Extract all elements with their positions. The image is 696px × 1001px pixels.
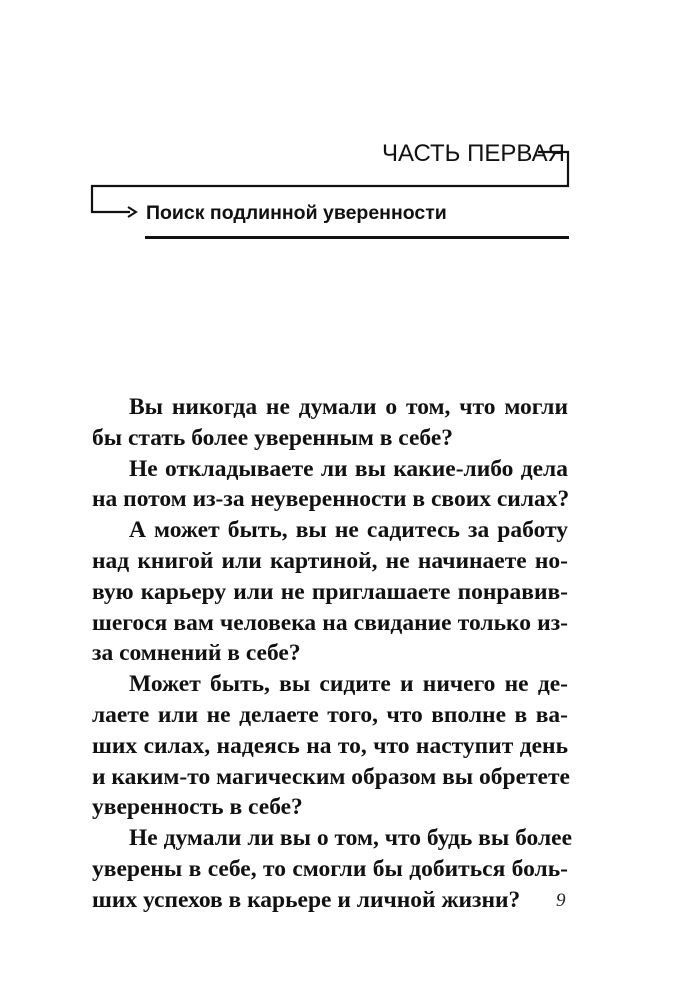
text-line: на потом из-за неуверенности в своих силах?	[92, 486, 570, 513]
text-line: за сомнений в себе?	[92, 640, 301, 667]
text-line: Не думали ли вы о том, что будь вы более	[129, 825, 573, 852]
body-text	[92, 392, 573, 916]
text-line: лаете или не делаете того, что вполне в ва-	[92, 701, 568, 728]
page-number: 9	[556, 890, 566, 911]
text-line: вую карьеру или не приглашаете понравив-	[92, 578, 568, 605]
chapter-title-underline	[145, 236, 569, 239]
text-line: уверенность в себе?	[92, 794, 303, 821]
part-title: ЧАСТЬ ПЕРВАЯ	[382, 140, 565, 167]
text-line: над книгой или картиной, не начинаете но-	[92, 547, 568, 574]
text-line: бы стать более уверенным в себе?	[92, 424, 454, 451]
chapter-title: Поиск подлинной уверенности	[146, 202, 447, 224]
text-line: Не откладываете ли вы какие-либо дела	[129, 455, 568, 482]
text-line: Может быть, вы сидите и ничего не де-	[129, 671, 568, 698]
text-line: ших успехов в карьере и личной жизни?	[92, 886, 521, 913]
text-line: Вы никогда не думали о том, что могли	[129, 394, 568, 420]
text-line: ших силах, надеясь на то, что наступит день	[92, 732, 568, 759]
text-line: шегося вам человека на свидание только из-	[92, 609, 568, 636]
text-line: и каким-то магическим образом вы обретете	[92, 763, 570, 790]
text-line: А может быть, вы не садитесь за работу	[129, 517, 568, 544]
text-line: уверены в себе, то смогли бы добиться боль-	[92, 855, 568, 882]
